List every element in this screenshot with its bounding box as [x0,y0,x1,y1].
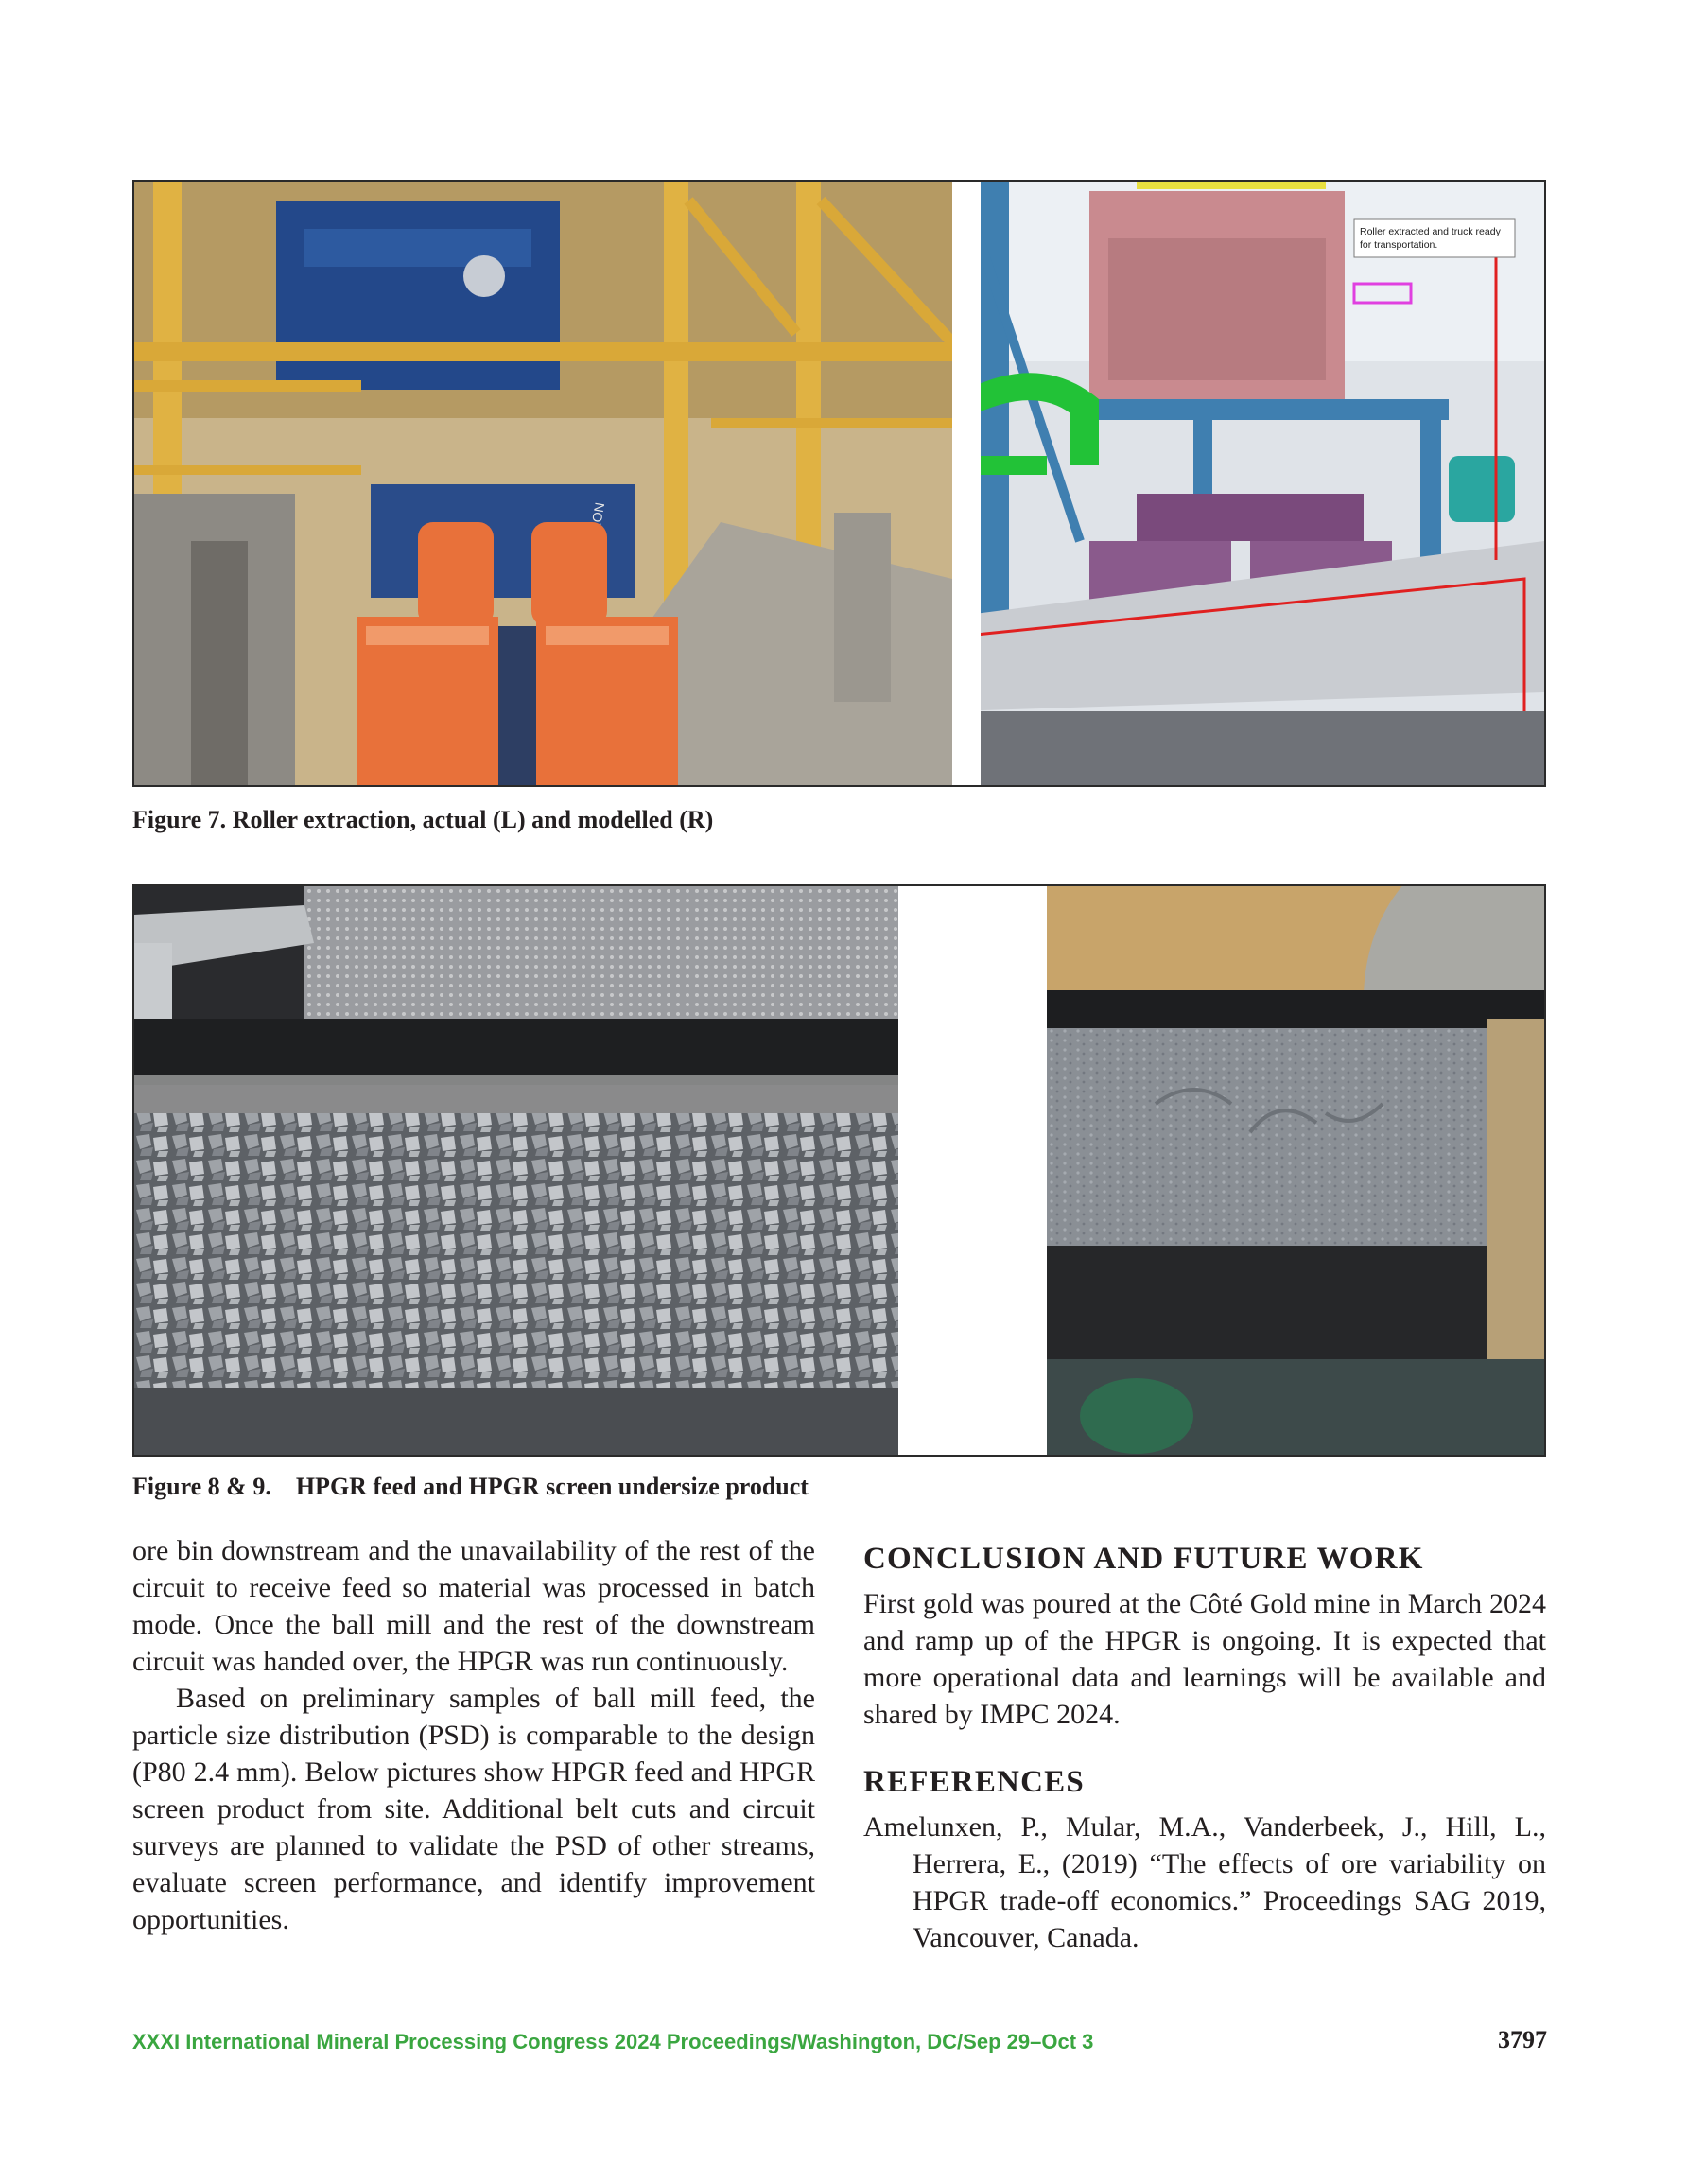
footer-conference: XXXI International Mineral Processing Congress 2024 Proceedings/Washington, DC/Sep 29–Oct 3 [132,2030,1094,2053]
roller-extraction-model [952,182,1544,785]
conclusion-paragraph: First gold was poured at the Côté Gold mine in March 2024 and ramp up of the HPGR is ongoing. It is expected that more operational data and learnings will be available and shared by IMPC 2024. [863,1588,1546,1730]
hpgr-feed-photo [134,886,898,1455]
roller-extraction-photo [134,182,952,785]
reference-item: Amelunxen, P., Mular, M.A., Vanderbeek, J., Hill, L., Herrera, E., (2019) “The effects of ore variability on HPGR trade-off economics.” Proceedings SAG 2019, Vancouver, Canada. [863,1811,1546,1953]
left-column [132,1532,815,1938]
figure-7-caption: Figure 7. Roller extraction, actual (L) and modelled (R) [132,806,714,833]
right-column [863,1540,1546,1956]
model-callout-line-1: Roller extracted and truck ready [1360,226,1501,237]
model-callout-line-2: for transportation. [1360,239,1438,251]
figure-8-9 [132,884,1546,1457]
figure-7-image [134,182,1544,785]
figure-7 [132,180,1546,787]
hpgr-screen-undersize-photo [1047,886,1544,1455]
conclusion-heading: CONCLUSION AND FUTURE WORK [863,1542,1424,1576]
figure-8-9-image [134,886,1544,1455]
references-heading: REFERENCES [863,1765,1085,1799]
body-paragraph-1: ore bin downstream and the unavailability of the rest of the circuit to receive feed so material was processed in batch mode. Once the ball mill and the rest of the downstream circuit was handed over, the HPGR was run continuously. [132,1535,815,1677]
page-number: 3797 [1498,2026,1547,2053]
figure-8-9-caption: Figure 8 & 9. HPGR feed and HPGR screen undersize product [132,1473,809,1500]
body-paragraph-2: Based on preliminary samples of ball mill feed, the particle size distribution (PSD) is comparable to the design (P80 2.4 mm). Below pictures show HPGR feed and HPGR screen product from site. Additional belt cuts and circuit surveys are planned to validate the PSD of other streams, evaluate screen performance, and identify improvement opportunities. [132,1683,815,1935]
